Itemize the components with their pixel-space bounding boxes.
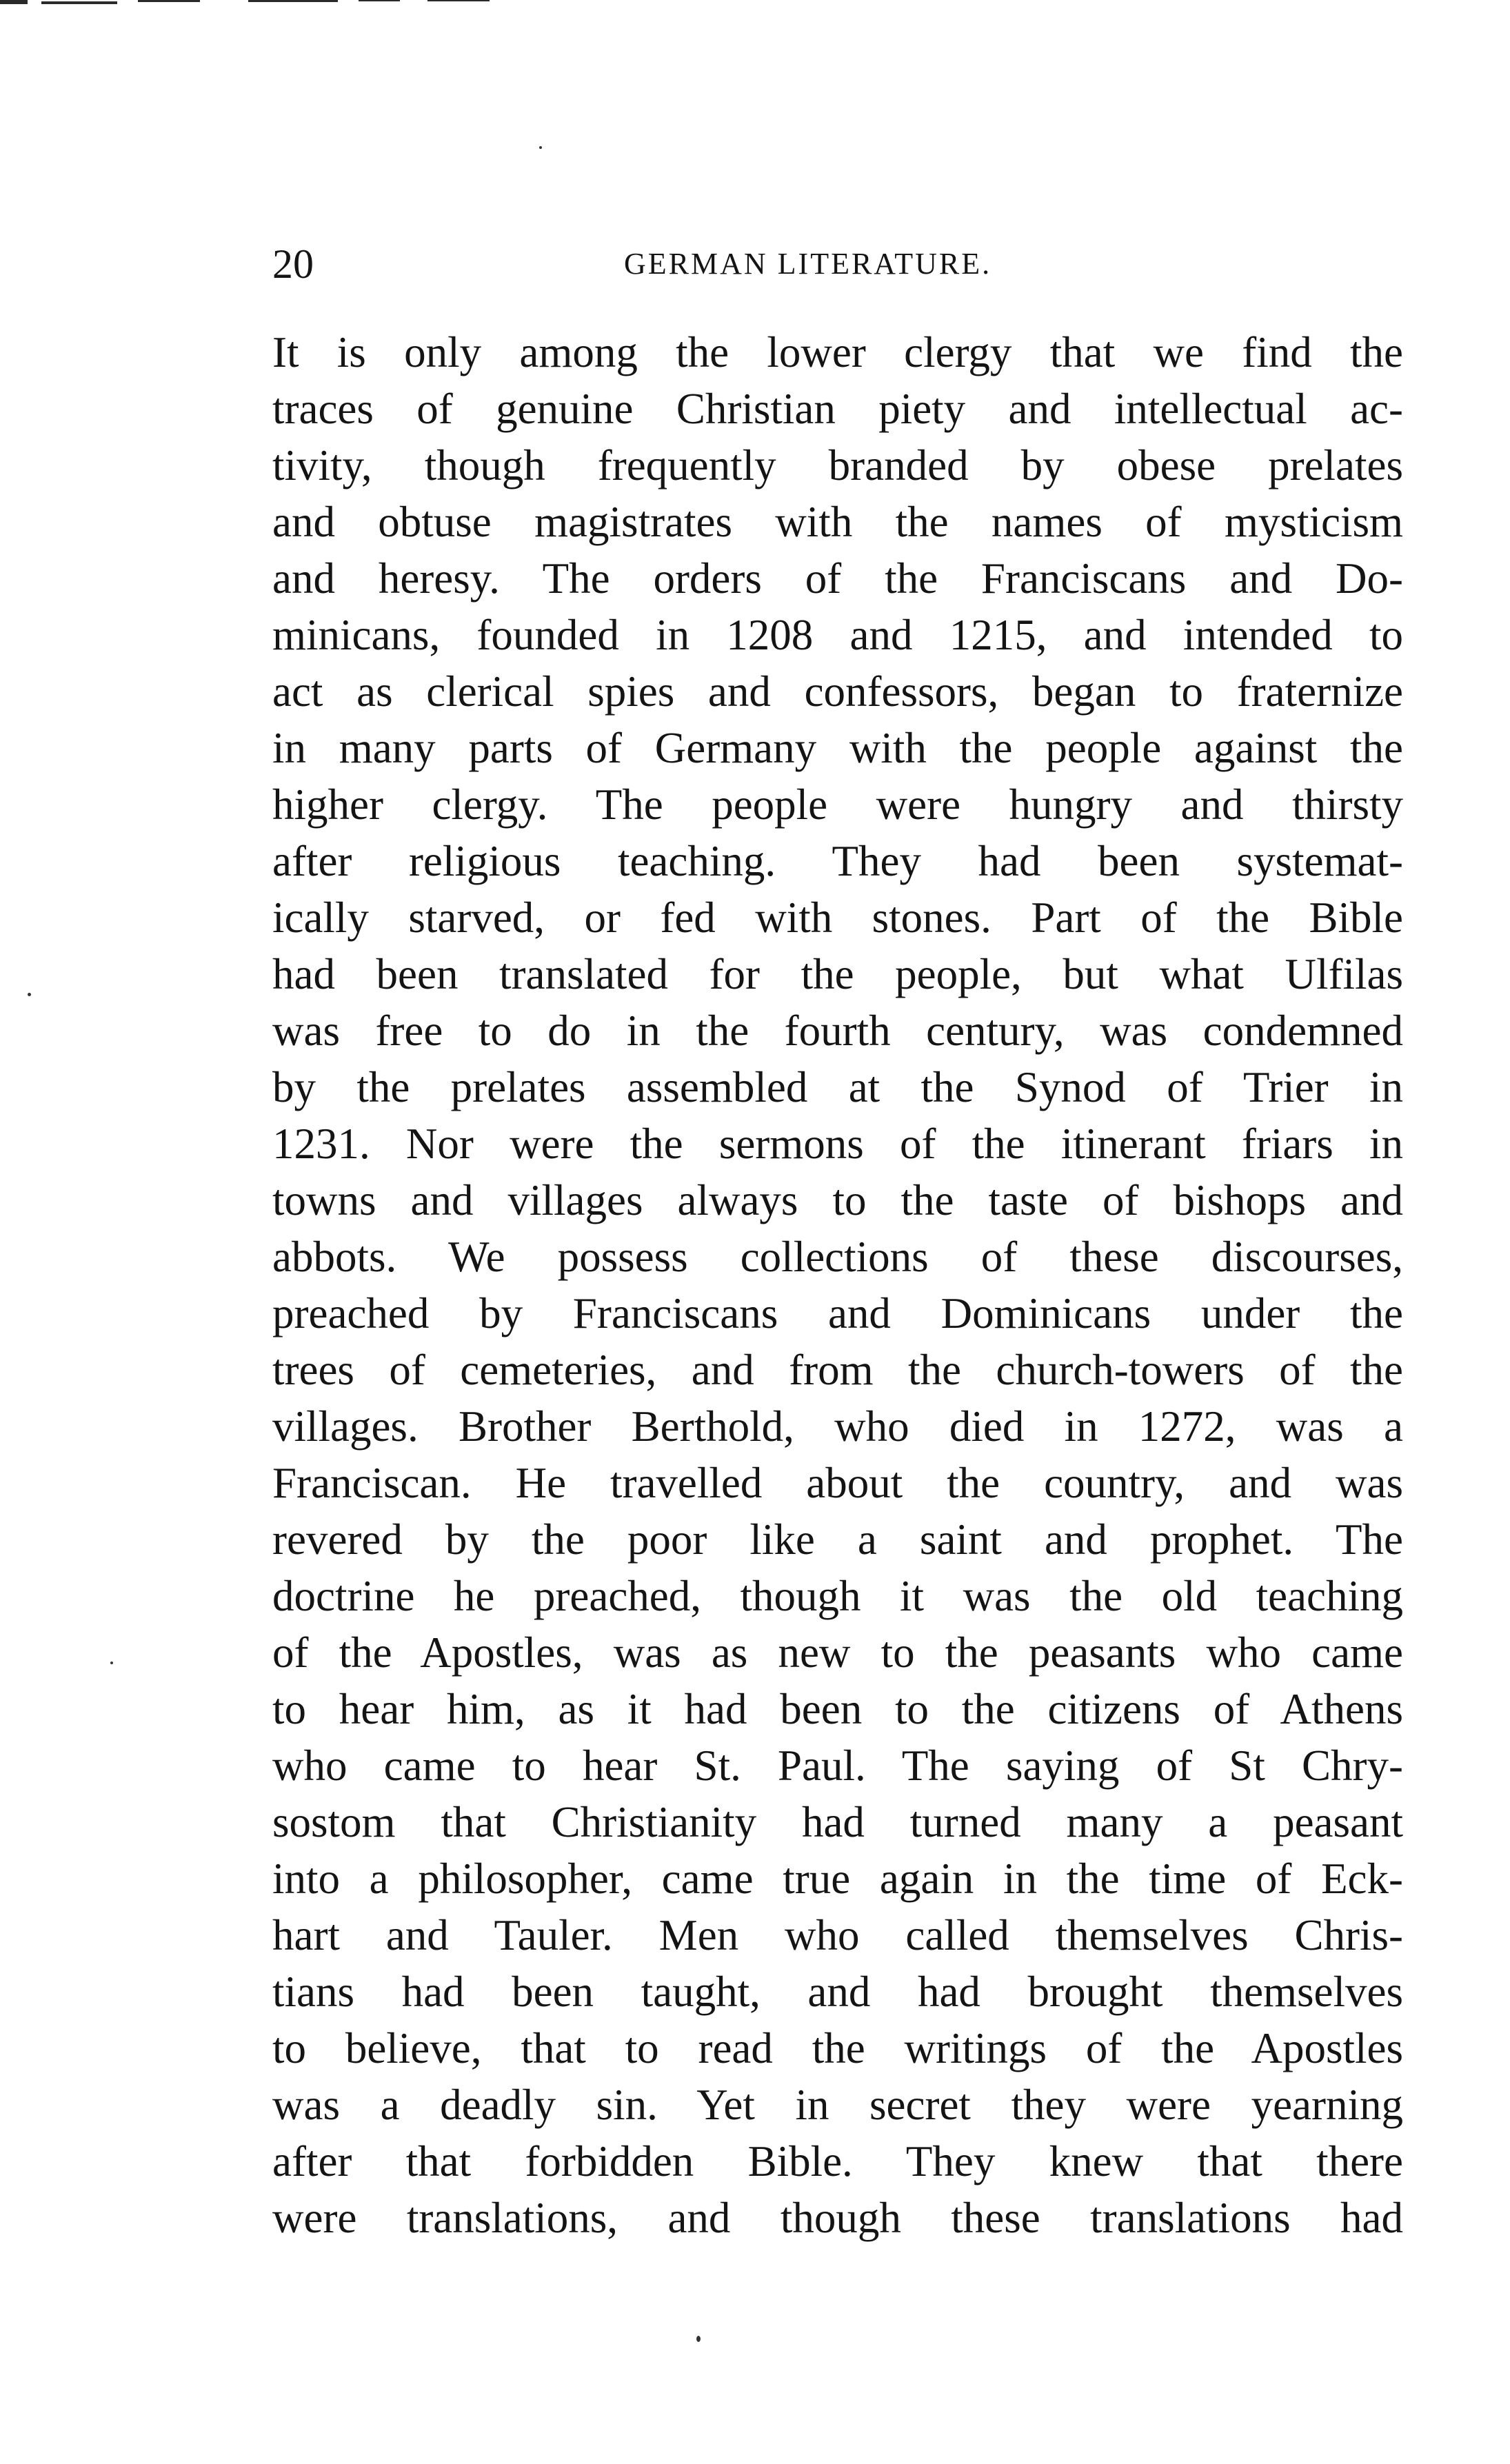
- text-line: and obtuse magistrates with the names of mysticism: [272, 498, 1403, 546]
- ink-speck: [696, 2336, 701, 2342]
- text-line: preached by Franciscans and Dominicans under the: [272, 1289, 1403, 1337]
- page-number: 20: [272, 241, 314, 287]
- text-line: traces of genuine Christian piety and intellectual ac-: [272, 385, 1403, 433]
- text-line: was free to do in the fourth century, was condemned: [272, 1007, 1403, 1055]
- text-line: after that forbidden Bible. They knew that there: [272, 2137, 1403, 2185]
- text-line: tivity, though frequently branded by obese prelates: [272, 441, 1403, 489]
- text-line: of the Apostles, was as new to the peasants who came: [272, 1628, 1403, 1677]
- ink-speck: [539, 146, 542, 149]
- text-line: to hear him, as it had been to the citizens of Athens: [272, 1685, 1403, 1733]
- body-paragraph: [272, 324, 1403, 2246]
- text-line: hart and Tauler. Men who called themselves Chris-: [272, 1911, 1403, 1959]
- text-line: trees of cemeteries, and from the church-towers of the: [272, 1346, 1403, 1394]
- text-line: towns and villages always to the taste of bishops and: [272, 1176, 1403, 1224]
- text-line: revered by the poor like a saint and prophet. The: [272, 1515, 1403, 1564]
- text-line: and heresy. The orders of the Franciscans and Do-: [272, 554, 1403, 603]
- text-line: act as clerical spies and confessors, began to fraternize: [272, 667, 1403, 716]
- text-line: were translations, and though these translations had: [272, 2194, 1403, 2242]
- text-line: who came to hear St. Paul. The saying of St Chry-: [272, 1741, 1403, 1790]
- text-line: by the prelates assembled at the Synod of Trier in: [272, 1063, 1403, 1111]
- running-title: GERMAN LITERATURE.: [624, 247, 992, 281]
- text-line: ically starved, or fed with stones. Part of the Bible: [272, 893, 1403, 942]
- text-line: Franciscan. He travelled about the country, and was: [272, 1459, 1403, 1507]
- text-line: tians had been taught, and had brought themselves: [272, 1968, 1403, 2016]
- text-line: was a deadly sin. Yet in secret they were yearning: [272, 2081, 1403, 2129]
- scan-edge-artifact: [0, 0, 1510, 10]
- page-header: [272, 233, 1403, 295]
- ink-speck: [28, 993, 31, 996]
- text-line: 1231. Nor were the sermons of the itinerant friars in: [272, 1120, 1403, 1168]
- text-line: doctrine he preached, though it was the old teaching: [272, 1572, 1403, 1620]
- text-line: abbots. We possess collections of these discourses,: [272, 1233, 1403, 1281]
- text-line: sostom that Christianity had turned many a peasant: [272, 1798, 1403, 1846]
- text-line: villages. Brother Berthold, who died in 1272, was a: [272, 1402, 1403, 1451]
- text-line: after religious teaching. They had been systemat-: [272, 837, 1403, 885]
- text-line: minicans, founded in 1208 and 1215, and intended to: [272, 611, 1403, 659]
- text-line: into a philosopher, came true again in the time of Eck-: [272, 1855, 1403, 1903]
- text-line: in many parts of Germany with the people against the: [272, 724, 1403, 772]
- ink-speck: [110, 1662, 113, 1664]
- text-line: It is only among the lower clergy that we find the: [272, 328, 1403, 376]
- text-line: higher clergy. The people were hungry and thirsty: [272, 780, 1403, 829]
- text-line: to believe, that to read the writings of the Apostles: [272, 2024, 1403, 2072]
- text-line: had been translated for the people, but what Ulfilas: [272, 950, 1403, 998]
